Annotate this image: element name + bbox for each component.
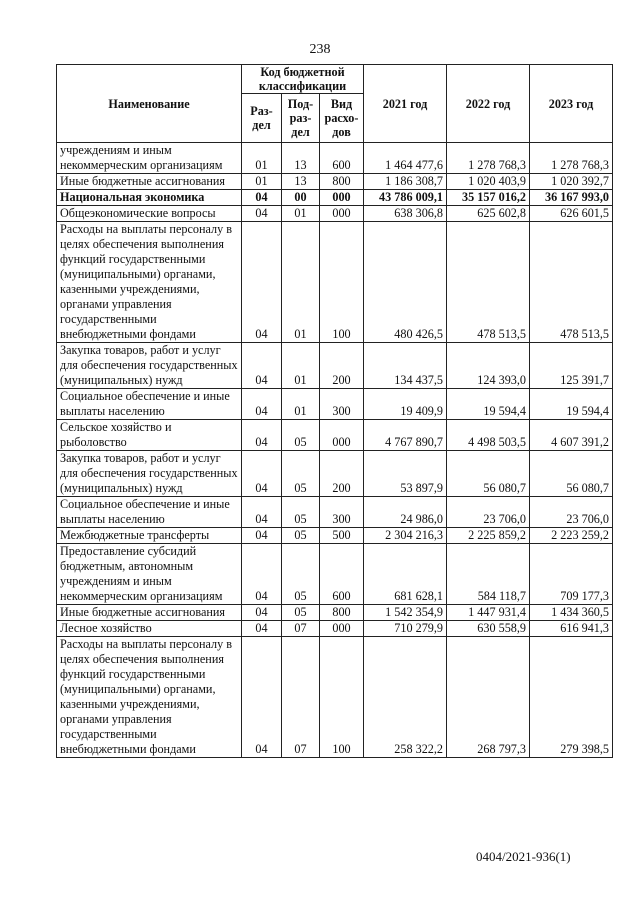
row-section: 01 [242,143,282,174]
row-value-2021: 638 306,8 [364,206,447,222]
row-value-2021: 1 186 308,7 [364,174,447,190]
row-section: 04 [242,190,282,206]
row-value-2023: 478 513,5 [530,222,613,343]
row-section: 04 [242,528,282,544]
row-name: Сельское хозяйство и рыболовство [57,420,242,451]
header-2022: 2022 год [447,65,530,143]
row-value-2022: 584 118,7 [447,544,530,605]
row-value-2023: 616 941,3 [530,621,613,637]
table-body [57,143,613,758]
row-name: Иные бюджетные ассигнования [57,174,242,190]
row-subsection: 07 [282,621,320,637]
row-value-2023: 1 278 768,3 [530,143,613,174]
row-section: 04 [242,343,282,389]
header-2023: 2023 год [530,65,613,143]
row-name: Общеэкономические вопросы [57,206,242,222]
row-section: 04 [242,222,282,343]
row-expense-type: 300 [320,497,364,528]
row-value-2022: 23 706,0 [447,497,530,528]
row-name: учреждениям и иным некоммерческим организациям [57,143,242,174]
table-row [57,190,613,206]
row-value-2023: 36 167 993,0 [530,190,613,206]
table-row [57,605,613,621]
row-subsection: 01 [282,222,320,343]
row-section: 04 [242,621,282,637]
row-value-2023: 279 398,5 [530,637,613,758]
row-name: Закупка товаров, работ и услуг для обеспечения государственных (муниципальных) нужд [57,451,242,497]
row-expense-type: 100 [320,222,364,343]
table-row [57,528,613,544]
header-subsection: Под-раз-дел [282,94,320,143]
row-value-2022: 4 498 503,5 [447,420,530,451]
row-expense-type: 100 [320,637,364,758]
table-row [57,206,613,222]
row-subsection: 13 [282,174,320,190]
row-expense-type: 600 [320,544,364,605]
row-value-2022: 478 513,5 [447,222,530,343]
row-expense-type: 800 [320,605,364,621]
row-name: Закупка товаров, работ и услуг для обеспечения государственных (муниципальных) нужд [57,343,242,389]
row-value-2022: 268 797,3 [447,637,530,758]
table-row [57,621,613,637]
row-value-2021: 43 786 009,1 [364,190,447,206]
row-subsection: 01 [282,206,320,222]
row-expense-type: 000 [320,206,364,222]
row-section: 01 [242,174,282,190]
row-section: 04 [242,206,282,222]
row-subsection: 05 [282,544,320,605]
row-expense-type: 600 [320,143,364,174]
header-code-group: Код бюджетной классификации [242,65,364,94]
table-row [57,544,613,605]
row-expense-type: 500 [320,528,364,544]
row-subsection: 00 [282,190,320,206]
table-row [57,637,613,758]
row-name: Межбюджетные трансферты [57,528,242,544]
row-name: Социальное обеспечение и иные выплаты населению [57,497,242,528]
table-row [57,497,613,528]
row-subsection: 05 [282,497,320,528]
row-section: 04 [242,451,282,497]
page-number: 238 [309,42,331,57]
row-value-2022: 625 602,8 [447,206,530,222]
row-section: 04 [242,497,282,528]
row-value-2023: 23 706,0 [530,497,613,528]
row-value-2021: 1 542 354,9 [364,605,447,621]
row-value-2023: 125 391,7 [530,343,613,389]
row-name: Национальная экономика [57,190,242,206]
row-subsection: 05 [282,420,320,451]
row-subsection: 05 [282,528,320,544]
row-expense-type: 000 [320,190,364,206]
row-subsection: 05 [282,605,320,621]
row-value-2022: 2 225 859,2 [447,528,530,544]
row-section: 04 [242,544,282,605]
row-value-2021: 4 767 890,7 [364,420,447,451]
budget-table [56,64,613,758]
row-expense-type: 000 [320,420,364,451]
row-name: Предоставление субсидий бюджетным, автономным учреждениям и иным некоммерческим организациям [57,544,242,605]
header-2021: 2021 год [364,65,447,143]
table-header [57,65,613,143]
row-value-2022: 1 020 403,9 [447,174,530,190]
table-row [57,343,613,389]
row-expense-type: 200 [320,343,364,389]
row-value-2021: 19 409,9 [364,389,447,420]
row-value-2023: 4 607 391,2 [530,420,613,451]
row-name: Расходы на выплаты персоналу в целях обеспечения выполнения функций государственными (муниципальными) органами, казенными учреждениями, органами управления государственными внебюджетными фондами [57,637,242,758]
row-value-2021: 24 986,0 [364,497,447,528]
row-name: Иные бюджетные ассигнования [57,605,242,621]
row-value-2022: 124 393,0 [447,343,530,389]
row-expense-type: 200 [320,451,364,497]
row-value-2023: 1 434 360,5 [530,605,613,621]
row-value-2021: 134 437,5 [364,343,447,389]
header-section: Раз-дел [242,94,282,143]
row-value-2022: 630 558,9 [447,621,530,637]
row-value-2021: 480 426,5 [364,222,447,343]
row-value-2021: 681 628,1 [364,544,447,605]
row-value-2023: 626 601,5 [530,206,613,222]
row-value-2021: 258 322,2 [364,637,447,758]
table-row [57,451,613,497]
row-name: Социальное обеспечение и иные выплаты населению [57,389,242,420]
row-section: 04 [242,605,282,621]
row-value-2022: 19 594,4 [447,389,530,420]
row-subsection: 05 [282,451,320,497]
header-expense-type: Вид расхо-дов [320,94,364,143]
row-value-2022: 35 157 016,2 [447,190,530,206]
row-value-2022: 1 447 931,4 [447,605,530,621]
row-value-2023: 2 223 259,2 [530,528,613,544]
row-value-2023: 709 177,3 [530,544,613,605]
document-code: 0404/2021-936(1) [476,849,571,864]
row-subsection: 01 [282,389,320,420]
row-value-2021: 710 279,9 [364,621,447,637]
table-row [57,389,613,420]
row-expense-type: 000 [320,621,364,637]
row-value-2023: 1 020 392,7 [530,174,613,190]
row-value-2022: 56 080,7 [447,451,530,497]
row-value-2021: 1 464 477,6 [364,143,447,174]
row-value-2023: 19 594,4 [530,389,613,420]
table-row [57,420,613,451]
row-name: Расходы на выплаты персоналу в целях обеспечения выполнения функций государственными (муниципальными) органами, казенными учреждениями, органами управления государственными внебюджетными фондами [57,222,242,343]
row-subsection: 13 [282,143,320,174]
table-row [57,222,613,343]
row-value-2023: 56 080,7 [530,451,613,497]
row-value-2021: 2 304 216,3 [364,528,447,544]
row-section: 04 [242,637,282,758]
header-name: Наименование [57,65,242,143]
table-row [57,174,613,190]
row-value-2021: 53 897,9 [364,451,447,497]
row-expense-type: 800 [320,174,364,190]
row-expense-type: 300 [320,389,364,420]
table-row [57,143,613,174]
row-section: 04 [242,389,282,420]
row-subsection: 07 [282,637,320,758]
row-name: Лесное хозяйство [57,621,242,637]
row-subsection: 01 [282,343,320,389]
row-value-2022: 1 278 768,3 [447,143,530,174]
row-section: 04 [242,420,282,451]
